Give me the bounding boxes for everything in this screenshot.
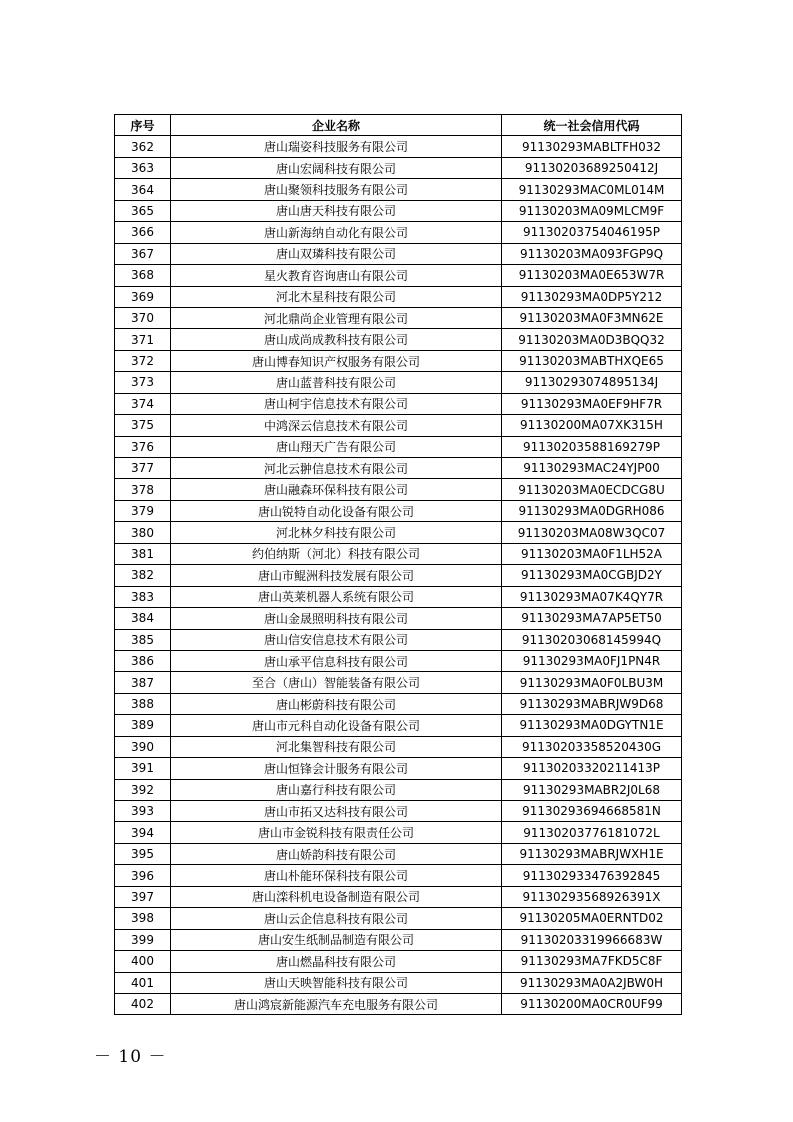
serial-number-cell: 394 xyxy=(115,822,171,843)
company-name-cell: 河北云翀信息技术有限公司 xyxy=(171,458,502,479)
credit-code-cell: 91130203MA0F1LH52A xyxy=(502,543,682,564)
company-name-cell: 唐山燃晶科技有限公司 xyxy=(171,951,502,972)
table-row xyxy=(115,136,682,157)
credit-code-cell: 91130203MA0ECDCG8U xyxy=(502,479,682,500)
credit-code-cell: 91130293MA0DP5Y212 xyxy=(502,286,682,307)
credit-code-cell: 91130200MA0CR0UF99 xyxy=(502,993,682,1014)
table-row xyxy=(115,243,682,264)
company-name-cell: 唐山彬蔚科技有限公司 xyxy=(171,693,502,714)
company-name-cell: 唐山市金锐科技有限责任公司 xyxy=(171,822,502,843)
serial-number-cell: 371 xyxy=(115,329,171,350)
credit-code-cell: 91130200MA07XK315H xyxy=(502,415,682,436)
company-name-cell: 唐山朴能环保科技有限公司 xyxy=(171,865,502,886)
serial-number-cell: 400 xyxy=(115,951,171,972)
credit-code-cell: 91130203754046195P xyxy=(502,222,682,243)
credit-code-cell: 91130203MABTHXQE65 xyxy=(502,350,682,371)
serial-number-cell: 402 xyxy=(115,993,171,1014)
table-header-row xyxy=(115,115,682,136)
serial-number-cell: 388 xyxy=(115,693,171,714)
credit-code-cell: 91130293MA0F0LBU3M xyxy=(502,672,682,693)
credit-code-cell: 91130293MA0FJ1PN4R xyxy=(502,650,682,671)
serial-number-cell: 376 xyxy=(115,436,171,457)
serial-number-cell: 372 xyxy=(115,350,171,371)
serial-number-cell: 378 xyxy=(115,479,171,500)
serial-number-cell: 398 xyxy=(115,908,171,929)
table-row xyxy=(115,458,682,479)
serial-number-cell: 377 xyxy=(115,458,171,479)
serial-number-cell: 362 xyxy=(115,136,171,157)
serial-number-cell: 367 xyxy=(115,243,171,264)
serial-number-cell: 375 xyxy=(115,415,171,436)
company-name-cell: 唐山承平信息科技有限公司 xyxy=(171,650,502,671)
company-name-cell: 唐山唐天科技有限公司 xyxy=(171,200,502,221)
table-row xyxy=(115,286,682,307)
company-name-cell: 唐山市鲲洲科技发展有限公司 xyxy=(171,565,502,586)
company-name-cell: 唐山市元科自动化设备有限公司 xyxy=(171,715,502,736)
company-name-cell: 约伯纳斯（河北）科技有限公司 xyxy=(171,543,502,564)
header-company-name: 企业名称 xyxy=(171,115,502,136)
credit-code-cell: 91130293MA0DGRH086 xyxy=(502,500,682,521)
serial-number-cell: 401 xyxy=(115,972,171,993)
serial-number-cell: 393 xyxy=(115,801,171,822)
table-row xyxy=(115,329,682,350)
serial-number-cell: 385 xyxy=(115,629,171,650)
company-name-cell: 唐山信安信息技术有限公司 xyxy=(171,629,502,650)
serial-number-cell: 365 xyxy=(115,200,171,221)
table-row xyxy=(115,222,682,243)
table-row xyxy=(115,350,682,371)
table-row xyxy=(115,586,682,607)
company-name-cell: 唐山嘉行科技有限公司 xyxy=(171,779,502,800)
company-name-cell: 中鸿深云信息技术有限公司 xyxy=(171,415,502,436)
serial-number-cell: 397 xyxy=(115,886,171,907)
table-row xyxy=(115,801,682,822)
credit-code-cell: 91130293MA0EF9HF7R xyxy=(502,393,682,414)
serial-number-cell: 366 xyxy=(115,222,171,243)
credit-code-cell: 91130203MA08W3QC07 xyxy=(502,522,682,543)
credit-code-cell: 91130203MA0E653W7R xyxy=(502,265,682,286)
serial-number-cell: 370 xyxy=(115,307,171,328)
credit-code-cell: 91130203MA093FGP9Q xyxy=(502,243,682,264)
table-row xyxy=(115,736,682,757)
company-name-cell: 唐山翔天广告有限公司 xyxy=(171,436,502,457)
serial-number-cell: 392 xyxy=(115,779,171,800)
serial-number-cell: 387 xyxy=(115,672,171,693)
credit-code-cell: 91130203689250412J xyxy=(502,157,682,178)
company-name-cell: 唐山聚领科技服务有限公司 xyxy=(171,179,502,200)
page-number: － 10 － xyxy=(94,1047,167,1067)
credit-code-cell: 91130293MAC0ML014M xyxy=(502,179,682,200)
table-row xyxy=(115,436,682,457)
header-credit-code: 统一社会信用代码 xyxy=(502,115,682,136)
credit-code-cell: 91130203319966683W xyxy=(502,929,682,950)
credit-code-cell: 91130293MAC24YJP00 xyxy=(502,458,682,479)
company-name-cell: 唐山双璘科技有限公司 xyxy=(171,243,502,264)
table-row xyxy=(115,500,682,521)
table-row xyxy=(115,608,682,629)
serial-number-cell: 379 xyxy=(115,500,171,521)
credit-code-cell: 91130293MABLTFH032 xyxy=(502,136,682,157)
table-row xyxy=(115,265,682,286)
company-name-cell: 河北鼎尚企业管理有限公司 xyxy=(171,307,502,328)
table-row xyxy=(115,886,682,907)
serial-number-cell: 368 xyxy=(115,265,171,286)
credit-code-cell: 91130203068145994Q xyxy=(502,629,682,650)
company-name-cell: 河北林夕科技有限公司 xyxy=(171,522,502,543)
credit-code-cell: 91130293MA0DGYTN1E xyxy=(502,715,682,736)
company-name-cell: 唐山柯宇信息技术有限公司 xyxy=(171,393,502,414)
company-name-cell: 河北集智科技有限公司 xyxy=(171,736,502,757)
table-row xyxy=(115,479,682,500)
serial-number-cell: 399 xyxy=(115,929,171,950)
credit-code-cell: 91130203MA0D3BQQ32 xyxy=(502,329,682,350)
credit-code-cell: 91130203MA09MLCM9F xyxy=(502,200,682,221)
credit-code-cell: 91130293MA7AP5ET50 xyxy=(502,608,682,629)
credit-code-cell: 91130203776181072L xyxy=(502,822,682,843)
table-row xyxy=(115,972,682,993)
table-row xyxy=(115,951,682,972)
company-table xyxy=(114,114,682,1015)
table-row xyxy=(115,908,682,929)
company-name-cell: 至合（唐山）智能装备有限公司 xyxy=(171,672,502,693)
credit-code-cell: 91130293074895134J xyxy=(502,372,682,393)
serial-number-cell: 373 xyxy=(115,372,171,393)
credit-code-cell: 91130203588169279P xyxy=(502,436,682,457)
credit-code-cell: 91130293MA0CGBJD2Y xyxy=(502,565,682,586)
serial-number-cell: 380 xyxy=(115,522,171,543)
company-name-cell: 星火教育咨询唐山有限公司 xyxy=(171,265,502,286)
table-row xyxy=(115,672,682,693)
table-row xyxy=(115,565,682,586)
company-name-cell: 唐山宏阔科技有限公司 xyxy=(171,157,502,178)
table-row xyxy=(115,543,682,564)
table-row xyxy=(115,307,682,328)
credit-code-cell: 911302933476392845 xyxy=(502,865,682,886)
table-row xyxy=(115,179,682,200)
serial-number-cell: 386 xyxy=(115,650,171,671)
table-body xyxy=(115,136,682,1015)
serial-number-cell: 363 xyxy=(115,157,171,178)
company-name-cell: 河北木星科技有限公司 xyxy=(171,286,502,307)
company-name-cell: 唐山蓝普科技有限公司 xyxy=(171,372,502,393)
table-row xyxy=(115,522,682,543)
credit-code-cell: 91130293MA7FKD5C8F xyxy=(502,951,682,972)
table-row xyxy=(115,715,682,736)
table-row xyxy=(115,200,682,221)
table-row xyxy=(115,779,682,800)
serial-number-cell: 382 xyxy=(115,565,171,586)
company-name-cell: 唐山市拓又达科技有限公司 xyxy=(171,801,502,822)
serial-number-cell: 383 xyxy=(115,586,171,607)
table-row xyxy=(115,758,682,779)
serial-number-cell: 381 xyxy=(115,543,171,564)
table-row xyxy=(115,693,682,714)
company-name-cell: 唐山新海纳自动化有限公司 xyxy=(171,222,502,243)
company-name-cell: 唐山博春知识产权服务有限公司 xyxy=(171,350,502,371)
serial-number-cell: 389 xyxy=(115,715,171,736)
company-name-cell: 唐山英莱机器人系统有限公司 xyxy=(171,586,502,607)
serial-number-cell: 396 xyxy=(115,865,171,886)
table-row xyxy=(115,372,682,393)
company-name-cell: 唐山鸿宸新能源汽车充电服务有限公司 xyxy=(171,993,502,1014)
company-name-cell: 唐山恒锋会计服务有限公司 xyxy=(171,758,502,779)
company-name-cell: 唐山融森环保科技有限公司 xyxy=(171,479,502,500)
credit-code-cell: 91130293MA0A2JBW0H xyxy=(502,972,682,993)
table-row xyxy=(115,393,682,414)
credit-code-cell: 91130293MABRJW9D68 xyxy=(502,693,682,714)
table-row xyxy=(115,822,682,843)
table-row xyxy=(115,843,682,864)
serial-number-cell: 395 xyxy=(115,843,171,864)
company-name-cell: 唐山天映智能科技有限公司 xyxy=(171,972,502,993)
company-name-cell: 唐山云企信息科技有限公司 xyxy=(171,908,502,929)
table-row xyxy=(115,415,682,436)
credit-code-cell: 91130293568926391X xyxy=(502,886,682,907)
company-name-cell: 唐山成尚成教科技有限公司 xyxy=(171,329,502,350)
company-name-cell: 唐山安生纸制品制造有限公司 xyxy=(171,929,502,950)
table-row xyxy=(115,650,682,671)
serial-number-cell: 384 xyxy=(115,608,171,629)
credit-code-cell: 91130293MABR2J0L68 xyxy=(502,779,682,800)
table-row xyxy=(115,629,682,650)
credit-code-cell: 91130203320211413P xyxy=(502,758,682,779)
credit-code-cell: 91130293MABRJWXH1E xyxy=(502,843,682,864)
company-name-cell: 唐山锐特自动化设备有限公司 xyxy=(171,500,502,521)
company-name-cell: 唐山娇韵科技有限公司 xyxy=(171,843,502,864)
serial-number-cell: 374 xyxy=(115,393,171,414)
credit-code-cell: 91130293MA07K4QY7R xyxy=(502,586,682,607)
company-name-cell: 唐山金晟照明科技有限公司 xyxy=(171,608,502,629)
serial-number-cell: 364 xyxy=(115,179,171,200)
credit-code-cell: 91130293694668581N xyxy=(502,801,682,822)
table-row xyxy=(115,993,682,1014)
serial-number-cell: 391 xyxy=(115,758,171,779)
company-name-cell: 唐山滦科机电设备制造有限公司 xyxy=(171,886,502,907)
credit-code-cell: 91130205MA0ERNTD02 xyxy=(502,908,682,929)
credit-code-cell: 91130203MA0F3MN62E xyxy=(502,307,682,328)
company-name-cell: 唐山瑞姿科技服务有限公司 xyxy=(171,136,502,157)
header-serial-number: 序号 xyxy=(115,115,171,136)
credit-code-cell: 91130203358520430G xyxy=(502,736,682,757)
table-row xyxy=(115,157,682,178)
serial-number-cell: 390 xyxy=(115,736,171,757)
table-row xyxy=(115,929,682,950)
serial-number-cell: 369 xyxy=(115,286,171,307)
table-row xyxy=(115,865,682,886)
